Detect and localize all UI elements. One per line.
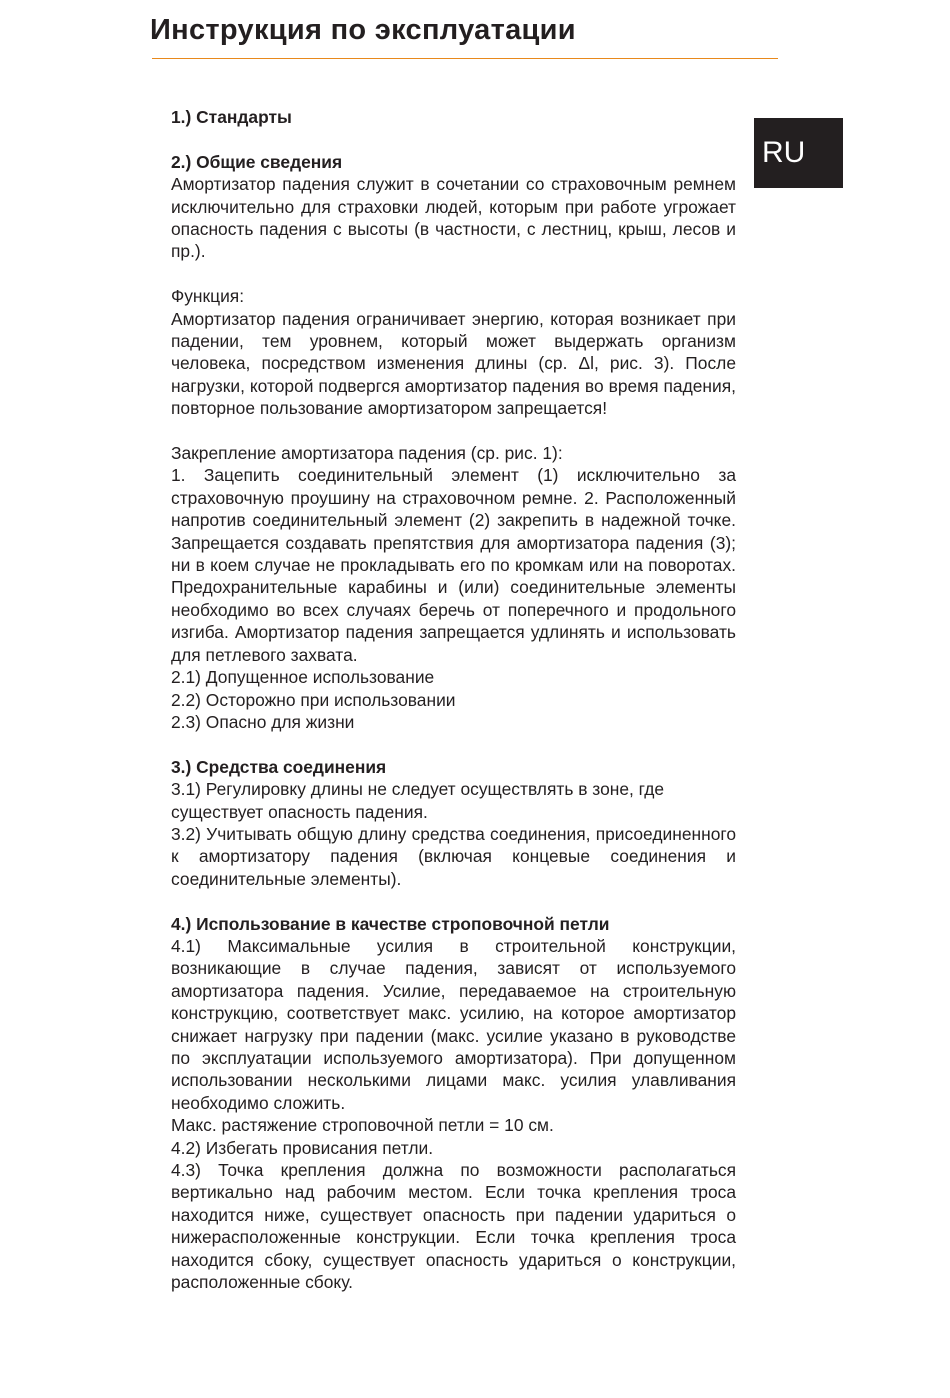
function-label: Функция: (171, 286, 245, 307)
section-heading-standards: 1.) Стандарты (171, 107, 292, 127)
language-badge: RU (754, 118, 843, 188)
section-heading-general: 2.) Общие сведения (171, 151, 343, 172)
page-title: Инструкция по эксплуатации (150, 14, 576, 46)
list-item: 4.1) Максимальные усилия в строительной конструкции, возникающие в случае падения, зависят от используемого амортизатора падения. Усилие, передаваемое на строительную конструкцию, соответствует макс. усилию, на которое амортизатор снижает нагрузку при падении (макс. усилие указано в руководстве по эксплуатации используемого амортизатора). При допущенном использовании несколькими лицами макс. усилия улавливания необходимо сложить. (171, 935, 736, 1113)
section-heading-connectors: 3.) Средства соединения (171, 756, 387, 777)
document-body (171, 106, 736, 1293)
list-item: 2.2) Осторожно при использовании (171, 689, 456, 710)
list-item: Макс. растяжение строповочной петли = 10 см. (171, 1115, 554, 1136)
function-paragraph: Амортизатор падения ограничивает энергию, которая возникает при падении, тем уровнем, который может выдержать организм человека, посредством изменения длины (ср. Δl, рис. 3). После нагрузки, которой подвергся амортизатор падения во время падения, повторное пользование амортизатором запрещается! (171, 308, 736, 419)
mounting-label: Закрепление амортизатора падения (ср. рис. 1): (171, 443, 563, 464)
list-item: 3.1) Регулировку длины не следует осуществлять в зоне, где существует опасность падения. (171, 779, 665, 822)
list-item: 3.2) Учитывать общую длину средства соединения, присоединенного к амортизатору падения (включая концевые соединения и соединительные элементы). (171, 823, 736, 889)
mounting-paragraph: 1. Зацепить соединительный элемент (1) исключительно за страховочную проушину на страховочном ремне. 2. Расположенный напротив соединительный элемент (2) закрепить в надежной точке. Запрещается создавать препятствия для амортизатора падения (3); ни в коем случае не прокладывать его по кромкам или на поворотах. Предохранительные карабины и (или) соединительные элементы необходимо во всех случаях беречь от поперечного и продольного изгиба. Амортизатор падения запрещается удлинять и использовать для петлевого захвата. (171, 465, 736, 665)
section-heading-sling-use: 4.) Использование в качестве строповочной петли (171, 913, 610, 934)
title-divider (152, 58, 778, 59)
list-item: 2.1) Допущенное использование (171, 667, 435, 688)
list-item: 4.2) Избегать провисания петли. (171, 1137, 434, 1158)
list-item: 4.3) Точка крепления должна по возможности располагаться вертикально над рабочим местом. Если точка крепления троса находится ниже, существует опасность при падении удариться о нижерасположенные конструкции. Если точка крепления троса находится сбоку, существует опасность удариться о конструкции, расположенные сбоку. (171, 1160, 736, 1293)
general-intro-paragraph: Амортизатор падения служит в сочетании со страховочным ремнем исключительно для страховки людей, которым при работе угрожает опасность падения с высоты (в частности, с лестниц, крыш, лесов и пр.). (171, 174, 736, 262)
list-item: 2.3) Опасно для жизни (171, 711, 355, 732)
